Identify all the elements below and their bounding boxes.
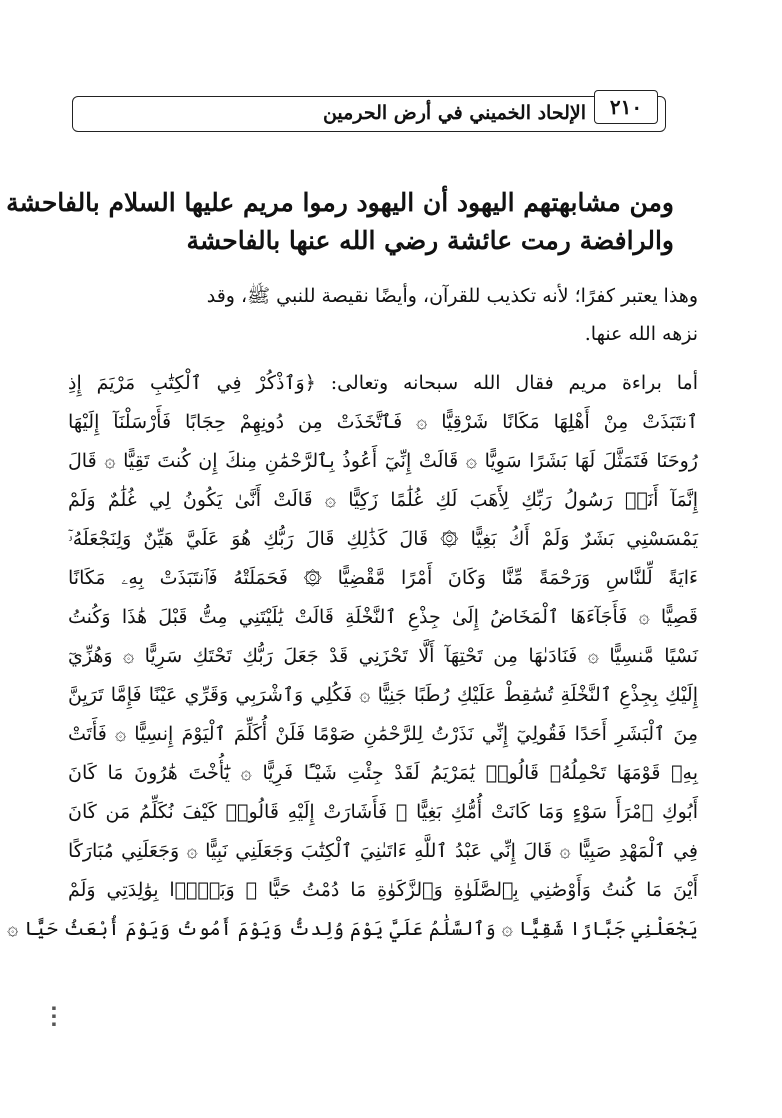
quran-passage-line: مِنَ ٱلْبَشَرِ أَحَدًا فَقُولِيٓ إِنِّي نَذَرْتُ لِلرَّحْمَٰنِ صَوْمًا فَلَنْ أُكَلِّمَ ٱلْيَوْمَ إِنسِيًّا ۞ فَأَتَتْ	[68, 723, 698, 745]
quran-passage-line: رُوحَنَا فَتَمَثَّلَ لَهَا بَشَرًا سَوِيًّا ۞ قَالَتْ إِنِّيٓ أَعُوذُ بِٱلرَّحْمَٰنِ مِنكَ إِن كُنتَ تَقِيًّا ۞ قَالَ	[68, 450, 698, 472]
quran-passage-line: بِهِۦ قَوْمَهَا تَحْمِلُهُۥ قَالُوا۟ يَٰمَرْيَمُ لَقَدْ جِئْتِ شَيْـًٔا فَرِيًّا ۞ يَٰٓأُخْتَ هَٰرُونَ مَا كَانَ	[68, 762, 698, 784]
intro-paragraph-line-1: وهذا يعتبر كفرًا؛ لأنه تكذيب للقرآن، وأيضًا نقيصة للنبي ﷺ، وقد	[206, 285, 698, 307]
running-header-title: الإلحاد الخميني في أرض الحرمين	[322, 102, 586, 124]
quran-passage-line: يَمْسَسْنِي بَشَرٌ وَلَمْ أَكُ بَغِيًّا ۞ قَالَ كَذَٰلِكِ قَالَ رَبُّكِ هُوَ عَلَيَّ هَيِّنٌ وَلِنَجْعَلَهُۥٓ	[68, 528, 698, 550]
quran-passage-line: نَسْيًا مَّنسِيًّا ۞ فَنَادَىٰهَا مِن تَحْتِهَآ أَلَّا تَحْزَنِي قَدْ جَعَلَ رَبُّكِ تَحْتَكِ سَرِيًّا ۞ وَهُزِّيٓ	[68, 645, 698, 667]
quran-passage-line: إِلَيْكِ بِجِذْعِ ٱلنَّخْلَةِ تُسَٰقِطْ عَلَيْكِ رُطَبًا جَنِيًّا ۞ فَكُلِي وَٱشْرَبِي وَقَرِّي عَيْنًا فَإِمَّا تَرَيِنَّ	[68, 684, 698, 706]
quran-passage-line: يَجْعَلْنِي جَبَّارًا شَقِيًّا ۞ وَٱلسَّلَٰمُ عَلَيَّ يَوْمَ وُلِدتُّ وَيَوْمَ أَمُوتُ وَيَوْمَ أُبْعَثُ حَيًّا ۞	[7, 918, 698, 940]
quran-passage-line: أما براءة مريم فقال الله سبحانه وتعالى: ﴿وَٱذْكُرْ فِي ٱلْكِتَٰبِ مَرْيَمَ إِذِ	[68, 372, 698, 394]
section-heading-line-1: ومن مشابهتهم اليهود أن اليهود رموا مريم عليها السلام بالفاحشة	[6, 188, 674, 217]
quran-passage-line: ٱنتَبَذَتْ مِنْ أَهْلِهَا مَكَانًا شَرْقِيًّا ۞ فَٱتَّخَذَتْ مِن دُونِهِمْ حِجَابًا فَأَرْسَلْنَآ إِلَيْهَا	[68, 411, 698, 433]
quran-passage-line: قَصِيًّا ۞ فَأَجَآءَهَا ٱلْمَخَاضُ إِلَىٰ جِذْعِ ٱلنَّخْلَةِ قَالَتْ يَٰلَيْتَنِي مِتُّ قَبْلَ هَٰذَا وَكُنتُ	[68, 606, 698, 628]
margin-ornament: ▪▪▪	[50, 1004, 58, 1028]
quran-passage-line: ءَايَةً لِّلنَّاسِ وَرَحْمَةً مِّنَّا وَكَانَ أَمْرًا مَّقْضِيًّا ۞ فَحَمَلَتْهُ فَٱنتَبَذَتْ بِهِۦ مَكَانًا	[68, 567, 698, 589]
quran-passage-line: فِي ٱلْمَهْدِ صَبِيًّا ۞ قَالَ إِنِّي عَبْدُ ٱللَّهِ ءَاتَىٰنِيَ ٱلْكِتَٰبَ وَجَعَلَنِي نَبِيًّا ۞ وَجَعَلَنِي مُبَارَكًا	[68, 840, 698, 862]
quran-passage-line: أَيْنَ مَا كُنتُ وَأَوْصَٰنِي بِٱلصَّلَوٰةِ وَٱلزَّكَوٰةِ مَا دُمْتُ حَيًّا ۞ وَبَرًّۢا بِوَٰلِدَتِي وَلَمْ	[68, 879, 698, 901]
intro-paragraph-line-2: نزهه الله عنها.	[584, 323, 698, 345]
page-number: ٢١٠	[594, 90, 658, 124]
quran-passage-line: إِنَّمَآ أَنَا۠ رَسُولُ رَبِّكِ لِأَهَبَ لَكِ غُلَٰمًا زَكِيًّا ۞ قَالَتْ أَنَّىٰ يَكُونُ لِي غُلَٰمٌ وَلَمْ	[68, 489, 698, 511]
quran-passage-line: أَبُوكِ ٱمْرَأَ سَوْءٍ وَمَا كَانَتْ أُمُّكِ بَغِيًّا ۞ فَأَشَارَتْ إِلَيْهِ قَالُوا۟ كَيْفَ نُكَلِّمُ مَن كَانَ	[68, 801, 698, 823]
section-heading-line-2: والرافضة رمت عائشة رضي الله عنها بالفاحشة	[186, 226, 674, 255]
